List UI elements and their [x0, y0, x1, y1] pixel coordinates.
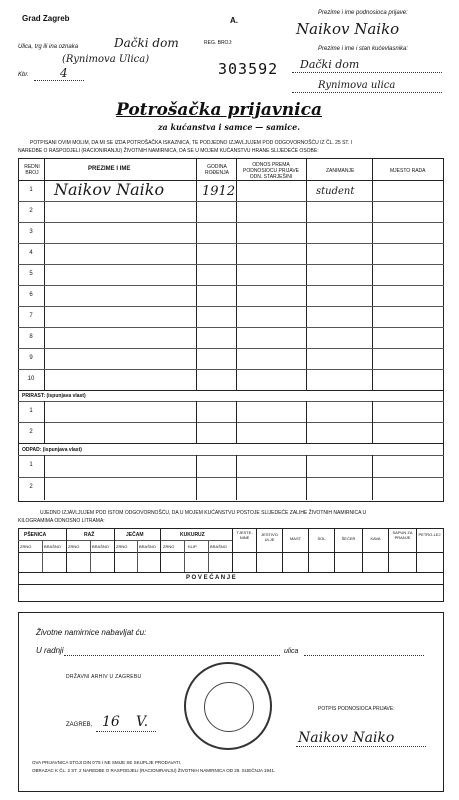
row-number: 3	[29, 229, 33, 235]
col-occupation-header: ZANIMANJE	[326, 168, 355, 174]
row-number: 6	[29, 292, 33, 298]
stock-sub-header: BRAŠNO	[210, 544, 227, 549]
date-month: V.	[136, 714, 149, 730]
povecanje-label: P O V E Ć A N J E	[186, 575, 236, 581]
household-value-2: Rynimova ulica	[318, 80, 396, 91]
stock-other-header: JESTIVO ULJE	[261, 532, 278, 542]
stock-sub-header: ZRNO	[116, 544, 128, 549]
entry-occupation: student	[316, 186, 355, 197]
row-number: 2	[29, 208, 33, 214]
official-stamp	[184, 662, 272, 750]
stock-group-header: JEČAM	[126, 532, 144, 538]
stock-sub-header: BRAŠNO	[139, 544, 156, 549]
form-subtitle: za kućanstva i samce — samice.	[158, 122, 301, 132]
city-label: Grad Zagreb	[22, 14, 70, 23]
stock-other-header: PETRO-LEJ	[418, 532, 441, 537]
entry-year: 1912	[202, 184, 236, 199]
row-number: 9	[29, 355, 33, 361]
street-label: Ulica, trg ili ina oznaka	[18, 44, 79, 50]
stock-other-header: SOL	[317, 536, 326, 541]
col-workplace-header: MJESTO RADA	[390, 168, 426, 174]
stock-sub-header: BRAŠNO	[44, 544, 61, 549]
household-label: Prezime i ime i stan kućevlasnika:	[318, 46, 409, 52]
archive-note: DRŽAVNI ARHIV U ZAGREBU	[66, 674, 142, 680]
odpad-label: ODPAD: (ispunjava vlast)	[22, 447, 82, 453]
surname-label: Prezime i ime podnosioca prijave:	[318, 10, 408, 16]
stock-group-header: KUKURUZ	[180, 532, 205, 538]
reg-label: REG. BROJ:	[204, 40, 233, 46]
stock-sub-header: KLIP	[188, 544, 197, 549]
household-value: Dački dom	[300, 58, 360, 71]
footer-note-2: OBRAZAC K ČL. 2 ST. 2 NAREDBE O RASPODJELI (RACIONIRANJU) ŽIVOTNIH NAMIRNICA OD 29. SIJEČNJA 1941.	[32, 768, 276, 773]
supply-street-label: ulica	[284, 648, 299, 655]
stock-intro-2: KILOGRAMIMA ODNOSNO LITRAMA:	[18, 518, 105, 524]
signature-label: POTPIS PODNOSIOCA PRIJAVE:	[318, 706, 395, 712]
stock-intro-1: UJEDNO IZJAVLJUJEM POD ISTOM ODGOVORNOŠĆU, DA U MOJEM KUĆANSTVU POSTOJE SLIJEDEĆE ZALIHE ŽIVOTNIH NAMIRNICA U	[40, 510, 367, 516]
col-relation-header: ODNOS PREMA PODNOSIOCU PRIJAVE ODN. STARJEŠINI	[242, 162, 300, 180]
kbr-value: 4	[60, 66, 68, 80]
street-value: Dački dom	[114, 36, 179, 50]
prirast-label: PRIRAST: (ispunjava vlast)	[22, 393, 86, 399]
intro-line-2: NAREDBE O RASPODJELI (RACIONIRANJU) ŽIVOTNIH NAMIRNICA, DA SE U MOJEM KUĆANSTVU HRANE SLIJEDEĆE OSOBE:	[18, 148, 319, 154]
entry-name: Naikov Naiko	[54, 180, 165, 199]
stock-sub-header: ZRNO	[163, 544, 175, 549]
form-title: Potrošačka prijavnica	[116, 100, 322, 120]
stock-group-header: PŠENICA	[24, 532, 47, 538]
col-year-header: GODINA ROĐENJA	[205, 164, 229, 176]
stock-sub-header: BRAŠNO	[92, 544, 109, 549]
row-number: 1	[29, 187, 33, 193]
row-number: 4	[29, 250, 33, 256]
place-label: ZAGREB,	[66, 722, 93, 728]
row-number: 7	[29, 313, 33, 319]
stock-other-header: TJESTE-NINE	[236, 530, 253, 540]
prirast-row: 2	[29, 429, 33, 435]
stamp-emblem	[204, 682, 254, 732]
row-number: 8	[29, 334, 33, 340]
kbr-label: Kbr.	[18, 72, 29, 78]
signature-value: Naikov Naiko	[298, 730, 395, 746]
surname-value: Naikov Naiko	[296, 20, 400, 38]
reg-number: 303592	[218, 60, 279, 78]
stock-other-header: SAPUN ZA PRANJE	[392, 530, 413, 540]
supply-shop-label: U radnji	[36, 646, 64, 655]
street-value-2: (Rynimova Ulica)	[62, 54, 150, 65]
stock-sub-header: ZRNO	[68, 544, 80, 549]
col-redni-header: REDNI BROJ	[24, 164, 40, 176]
stock-group-header: RAŽ	[84, 532, 95, 538]
supply-label: Životne namirnice nabavljat ću:	[36, 628, 147, 637]
letter-a: A.	[230, 16, 238, 25]
row-number: 10	[27, 376, 35, 382]
stock-other-header: ŠEĆER	[341, 536, 356, 541]
row-number: 5	[29, 271, 33, 277]
prirast-row: 1	[29, 408, 33, 414]
date-day: 16	[102, 714, 120, 730]
footer-note-1: OVA PRIJAVNICA STOJI DIN 0'75 I NE SMIJE SE SKUPLJE PRODAVATI.	[32, 760, 182, 765]
intro-line-1: POTPISANI OVIM MOLIM, DA MI SE IZDA POTROŠAČKA ISKAZNICA, TE PODJEDNO IZJAVLJUJEM POD ODGOVORNOŠĆU IZ ČL. 25 ST. I	[30, 140, 353, 146]
odpad-row: 1	[29, 462, 33, 468]
col-name-header: PREZIME I IME	[88, 166, 131, 172]
stock-sub-header: ZRNO	[20, 544, 32, 549]
odpad-row: 2	[29, 484, 33, 490]
stock-other-header: MAST	[289, 536, 302, 541]
stock-other-header: KAVA	[370, 536, 381, 541]
